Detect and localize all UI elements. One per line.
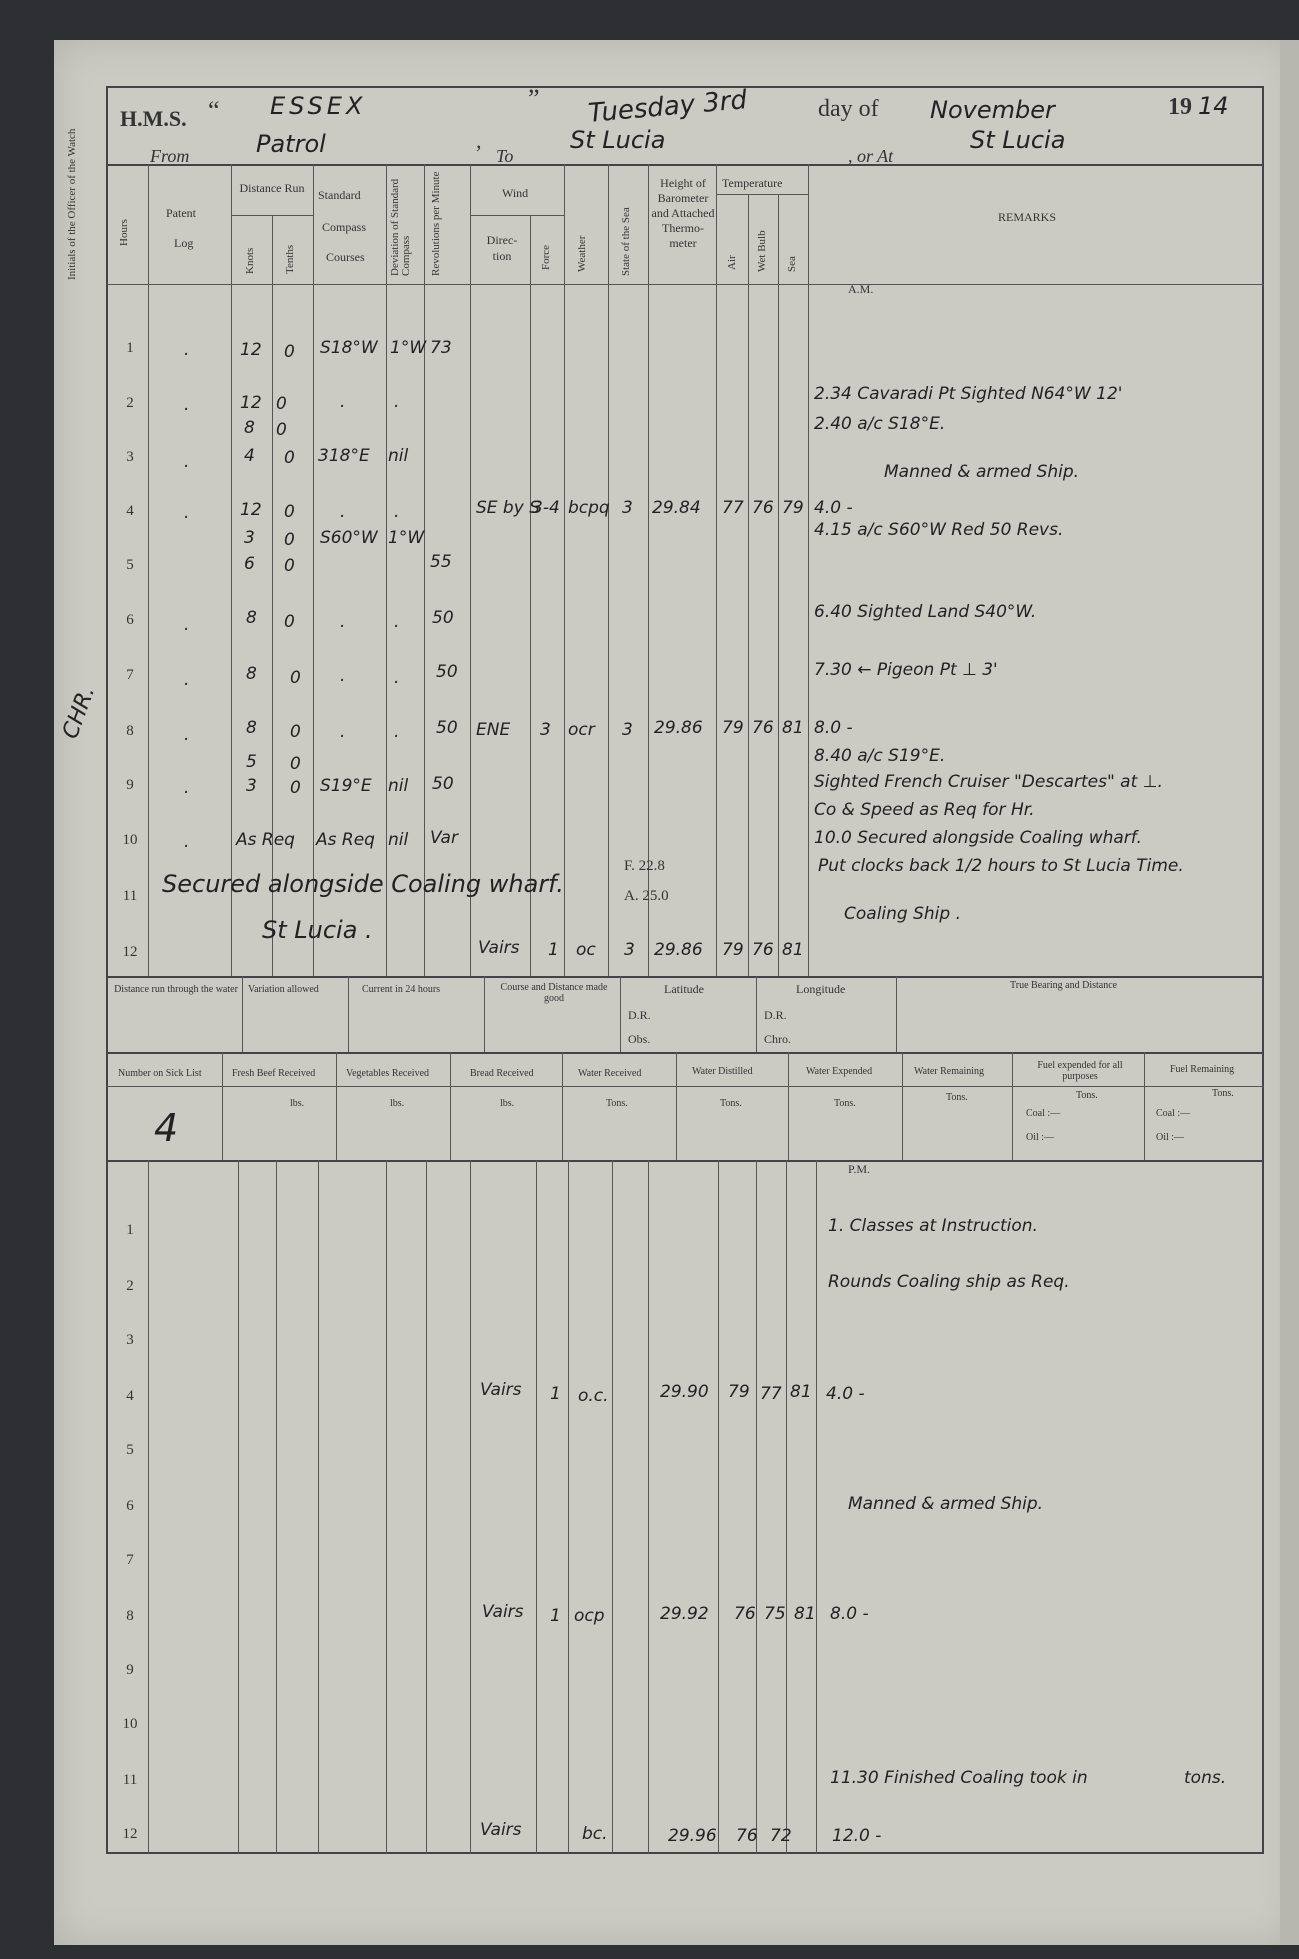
remark: Coaling Ship . <box>844 904 961 924</box>
overwrite-st-lucia: St Lucia . <box>262 916 373 944</box>
wind-direction: Vairs <box>480 1380 522 1400</box>
knots: 5 <box>246 752 257 772</box>
hms-label: H.M.S. <box>120 106 187 131</box>
am-hour: 9 <box>126 777 134 793</box>
deviation: . <box>394 722 400 742</box>
col-state-of-sea: State of the Sea <box>620 207 632 276</box>
weather: ocr <box>568 720 595 740</box>
remark: Sighted French Cruiser "Descartes" at ⊥. <box>814 772 1163 792</box>
col-force: Force <box>540 244 552 270</box>
remark: 2.40 a/c S18°E. <box>814 414 946 434</box>
course-distance-label: Course and Distance made good <box>500 982 608 1004</box>
col-remarks: REMARKS <box>998 210 1057 224</box>
current-label: Current in 24 hours <box>362 984 441 995</box>
tenths: 0 <box>284 502 295 522</box>
weather: o.c. <box>578 1386 609 1406</box>
remark: 12.0 - <box>832 1826 882 1846</box>
pm-hour: 9 <box>126 1662 134 1678</box>
am-hour: 11 <box>122 888 138 904</box>
pm-hour: 7 <box>126 1552 134 1568</box>
oil-label: Oil :— <box>1156 1132 1185 1143</box>
lat-dr: D.R. <box>628 1008 651 1022</box>
pm-hour: 6 <box>126 1498 134 1514</box>
col-air: Air <box>726 255 738 270</box>
overwrite-secured: Secured alongside Coaling wharf. <box>162 870 564 898</box>
fuel-remaining-label: Fuel Remaining <box>1170 1064 1235 1075</box>
am-hour: 7 <box>126 667 134 683</box>
tenths: 0 <box>290 754 301 774</box>
remark: Put clocks back 1/2 hours to St Lucia Time. <box>818 856 1184 876</box>
course: . <box>340 502 346 522</box>
barometer: 29.86 <box>654 940 703 960</box>
deviation: nil <box>388 776 409 796</box>
tenths: 0 <box>284 612 295 632</box>
wind-force: 1 <box>550 1606 561 1626</box>
course: . <box>340 666 346 686</box>
course: . <box>340 612 346 632</box>
remark: 4.0 - <box>814 498 853 518</box>
to-value: St Lucia <box>570 126 666 154</box>
col-deviation: Deviation of Standard Compass <box>389 178 412 276</box>
am-hour: 4 <box>126 503 134 519</box>
unit-tons: Tons. <box>1212 1088 1234 1099</box>
pm-label: P.M. <box>848 1162 871 1176</box>
margin-initials: CHR. <box>58 682 101 743</box>
patent-log-mark: . <box>184 503 190 523</box>
weather: bcpq <box>568 498 610 518</box>
remark: 7.30 ← Pigeon Pt ⊥ 3' <box>814 660 998 680</box>
sea-state: 3 <box>624 940 635 960</box>
or-at-value: St Lucia <box>970 126 1066 154</box>
sea-state: 3 <box>622 720 633 740</box>
coal-label: Coal :— <box>1026 1108 1061 1119</box>
tenths: 0 <box>284 556 295 576</box>
course: As Req <box>316 830 375 850</box>
knots: 6 <box>244 554 255 574</box>
sick-list-label: Number on Sick List <box>118 1068 202 1079</box>
long-chro: Chro. <box>764 1032 791 1046</box>
year-suffix: 14 <box>1198 92 1229 120</box>
weather: oc <box>576 940 596 960</box>
col-wet-bulb: Wet Bulb <box>756 230 768 272</box>
remark: Manned & armed Ship. <box>848 1494 1044 1514</box>
unit-tons: Tons. <box>834 1098 856 1109</box>
course: S18°W <box>320 338 378 358</box>
unit-lbs: lbs. <box>500 1098 515 1109</box>
knots: 3 <box>244 528 255 548</box>
barometer: 29.84 <box>652 498 701 518</box>
wind-direction: Vairs <box>482 1602 524 1622</box>
course: 318°E <box>318 446 370 466</box>
air-temp: 76 <box>736 1826 758 1846</box>
col-sea: Sea <box>786 256 798 272</box>
wind-direction: Vairs <box>480 1820 522 1840</box>
year-prefix: 19 <box>1168 94 1192 120</box>
remark: 11.30 Finished Coaling took in <box>830 1768 1088 1788</box>
wet-bulb: 76 <box>752 498 774 518</box>
patent-log-mark: . <box>184 395 190 415</box>
wet-bulb: 76 <box>752 718 774 738</box>
remark: 2.34 Cavaradi Pt Sighted N64°W 12' <box>814 384 1123 404</box>
bread-label: Bread Received <box>470 1068 534 1079</box>
unit-tons: Tons. <box>720 1098 742 1109</box>
sea-temp: 81 <box>782 718 804 738</box>
deviation: 1°W <box>390 338 427 358</box>
wind-force: 3 <box>540 720 551 740</box>
wind-direction: SE by S <box>476 498 540 518</box>
barometer: 29.90 <box>660 1382 709 1402</box>
deviation: . <box>394 392 400 412</box>
am-label: A.M. <box>848 282 874 296</box>
wind-force: 1 <box>548 940 559 960</box>
coal-label: Coal :— <box>1156 1108 1191 1119</box>
patent-log-mark: . <box>184 452 190 472</box>
deviation: . <box>394 502 400 522</box>
sea-temp: 81 <box>794 1604 816 1624</box>
col-patent: Patent <box>166 206 196 220</box>
wet-bulb: 77 <box>760 1384 782 1404</box>
col-revolutions: Revolutions per Minute <box>430 171 442 276</box>
am-hour: 1 <box>126 340 134 356</box>
unit-tons: Tons. <box>606 1098 628 1109</box>
remark: 10.0 Secured alongside Coaling wharf. <box>814 828 1142 848</box>
vegetables-label: Vegetables Received <box>346 1068 430 1079</box>
remark: Rounds Coaling ship as Req. <box>828 1272 1070 1292</box>
barometer: 29.92 <box>660 1604 709 1624</box>
day-of-label: day of <box>818 96 879 122</box>
water-received-label: Water Received <box>578 1068 642 1079</box>
am-hour: 5 <box>126 557 134 573</box>
knots: 8 <box>246 718 257 738</box>
longitude-label: Longitude <box>796 982 846 996</box>
log-table-frame <box>106 86 1264 1854</box>
water-distilled-label: Water Distilled <box>692 1066 753 1077</box>
remark: Co & Speed as Req for Hr. <box>814 800 1035 820</box>
air-temp: 79 <box>722 940 744 960</box>
wet-bulb: 75 <box>764 1604 786 1624</box>
deviation: . <box>394 668 400 688</box>
pm-hour: 2 <box>126 1278 134 1294</box>
fuel-expended-label: Fuel expended for all purposes <box>1037 1060 1123 1082</box>
remark: 1. Classes at Instruction. <box>828 1216 1038 1236</box>
am-hour: 6 <box>126 612 134 628</box>
patent-log-mark: . <box>184 615 190 635</box>
sea-temp: 81 <box>790 1382 812 1402</box>
knots: 12 <box>240 340 262 360</box>
revolutions: 50 <box>436 718 458 738</box>
sea-temp: 81 <box>782 940 804 960</box>
col-tenths: Tenths <box>284 244 296 274</box>
patent-log-mark: . <box>184 778 190 798</box>
knots: As Req <box>236 830 295 850</box>
latitude-label: Latitude <box>664 982 704 996</box>
oil-label: Oil :— <box>1026 1132 1055 1143</box>
remark: tons. <box>1184 1768 1227 1788</box>
weather: bc. <box>582 1824 608 1844</box>
course: . <box>340 392 346 412</box>
course: S19°E <box>320 776 372 796</box>
thermo-a: A. 25.0 <box>624 888 669 904</box>
pm-hour: 4 <box>126 1388 134 1404</box>
air-temp: 77 <box>722 498 744 518</box>
col-standard: Standard <box>318 188 361 202</box>
knots: 12 <box>240 393 262 413</box>
page-edge <box>1280 40 1299 1945</box>
sea-temp: 79 <box>782 498 804 518</box>
wind-direction: ENE <box>476 720 511 740</box>
pm-hour: 3 <box>126 1332 134 1348</box>
revolutions: 50 <box>432 774 454 794</box>
course: S60°W <box>320 528 378 548</box>
col-distance-run: Distance Run <box>239 181 305 195</box>
col-knots: Knots <box>244 247 256 274</box>
col-compass: Compass <box>322 220 367 234</box>
deviation: . <box>394 612 400 632</box>
tenths: 0 <box>290 668 301 688</box>
patent-log-mark: . <box>184 725 190 745</box>
col-wind: Wind <box>502 186 529 200</box>
wind-force: 3-4 <box>532 498 560 518</box>
water-expended-label: Water Expended <box>806 1066 873 1077</box>
am-hour: 10 <box>122 832 138 848</box>
wind-force: 1 <box>550 1384 561 1404</box>
long-dr: D.R. <box>764 1008 787 1022</box>
col-weather: Weather <box>576 235 588 272</box>
knots: 8 <box>246 608 257 628</box>
revolutions: 50 <box>432 608 454 628</box>
col-hours: Hours <box>118 219 130 246</box>
knots: 8 <box>246 664 257 684</box>
col-direction: Direc-tion <box>486 233 518 263</box>
patent-log-mark: . <box>184 832 190 852</box>
wet-bulb: 72 <box>770 1826 792 1846</box>
unit-tons: Tons. <box>946 1092 968 1103</box>
remark: 8.40 a/c S19°E. <box>814 746 946 766</box>
col-barometer: Height of Barometer and Attached Thermo-meter <box>651 176 715 250</box>
knots: 8 <box>244 418 255 438</box>
knots: 4 <box>244 446 255 466</box>
distance-water-label: Distance run through the water <box>114 984 238 995</box>
am-hour: 12 <box>122 944 138 960</box>
col-log: Log <box>174 236 194 250</box>
knots: 3 <box>246 776 257 796</box>
air-temp: 76 <box>734 1604 756 1624</box>
revolutions: 55 <box>430 552 452 572</box>
course: . <box>340 722 346 742</box>
patent-log-mark: . <box>184 340 190 360</box>
weather: ocp <box>574 1606 605 1626</box>
knots: 12 <box>240 500 262 520</box>
pm-hour: 12 <box>122 1826 138 1842</box>
remark: 4.15 a/c S60°W Red 50 Revs. <box>814 520 1064 540</box>
deviation: nil <box>388 830 409 850</box>
pm-hour: 8 <box>126 1608 134 1624</box>
remark: 4.0 - <box>826 1384 865 1404</box>
sick-list-value: 4 <box>154 1106 179 1150</box>
barometer: 29.86 <box>654 718 703 738</box>
wet-bulb: 76 <box>752 940 774 960</box>
revolutions: 50 <box>436 662 458 682</box>
remark: Manned & armed Ship. <box>884 462 1080 482</box>
col-courses: Courses <box>326 250 365 264</box>
revolutions: 73 <box>430 338 452 358</box>
tenths: 0 <box>290 722 301 742</box>
from-value: Patrol <box>256 130 326 158</box>
am-hour: 2 <box>126 395 134 411</box>
to-label: To <box>496 146 514 166</box>
remark: 8.0 - <box>814 718 853 738</box>
thermo-f: F. 22.8 <box>624 858 665 874</box>
remark: 8.0 - <box>830 1604 869 1624</box>
sea-state: 3 <box>622 498 633 518</box>
pm-hour: 1 <box>126 1222 134 1238</box>
air-temp: 79 <box>722 718 744 738</box>
revolutions: Var <box>430 828 458 848</box>
unit-lbs: lbs. <box>290 1098 305 1109</box>
pm-hour: 11 <box>122 1772 138 1788</box>
unit-tons: Tons. <box>1076 1090 1098 1101</box>
tenths: 0 <box>284 342 295 362</box>
wind-direction: Vairs <box>478 938 520 958</box>
tenths: 0 <box>276 394 287 414</box>
tenths: 0 <box>284 448 295 468</box>
or-at-label: , or At <box>848 146 894 166</box>
am-hour: 8 <box>126 723 134 739</box>
water-remaining-label: Water Remaining <box>914 1066 985 1077</box>
patent-log-mark: . <box>184 670 190 690</box>
ship-name: ESSEX <box>270 92 367 120</box>
deviation: 1°W <box>388 528 425 548</box>
deviation: nil <box>388 446 409 466</box>
tenths: 0 <box>290 778 301 798</box>
tenths: 0 <box>276 420 287 440</box>
variation-label: Variation allowed <box>248 984 319 995</box>
from-label: From <box>150 146 190 166</box>
fresh-beef-label: Fresh Beef Received <box>232 1068 316 1079</box>
pm-hour: 5 <box>126 1442 134 1458</box>
remark: 6.40 Sighted Land S40°W. <box>814 602 1037 622</box>
col-temperature: Temperature <box>722 176 783 190</box>
tenths: 0 <box>284 530 295 550</box>
barometer: 29.96 <box>668 1826 717 1846</box>
margin-label: Initials of the Officer of the Watch <box>66 128 78 280</box>
lat-obs: Obs. <box>628 1032 651 1046</box>
unit-lbs: lbs. <box>390 1098 405 1109</box>
air-temp: 79 <box>728 1382 750 1402</box>
date-day: Tuesday 3rd <box>586 85 749 129</box>
true-bearing-label: True Bearing and Distance <box>1010 980 1118 991</box>
pm-hour: 10 <box>122 1716 138 1732</box>
month: November <box>930 96 1055 124</box>
am-hour: 3 <box>126 449 134 465</box>
